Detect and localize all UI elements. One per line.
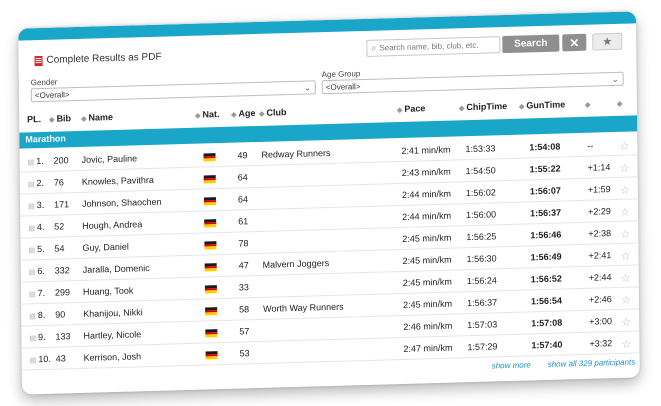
column-header-pl[interactable] <box>27 114 41 128</box>
search-icon: ⌕ <box>371 42 377 53</box>
cell-pace: 2:41 min/km <box>401 144 451 156</box>
cell-pace: 2:44 min/km <box>401 188 451 200</box>
cell-guntime: 1:56:37 <box>530 207 562 219</box>
column-header-fav-sort[interactable] <box>617 98 625 112</box>
place-value: 9. <box>38 331 46 343</box>
results-panel <box>18 11 640 394</box>
cell-age: 58 <box>239 304 250 315</box>
cell-pace: 2:45 min/km <box>402 276 452 288</box>
favorite-star-icon[interactable]: ☆ <box>619 162 630 175</box>
cell-name: Johnson, Shaochen <box>81 196 162 209</box>
cell-place <box>28 244 44 254</box>
pdf-download-link[interactable] <box>34 52 161 67</box>
favorite-star-icon[interactable]: ☆ <box>619 184 630 197</box>
cell-pace: 2:45 min/km <box>402 232 452 244</box>
cell-chiptime: 1:57:29 <box>467 341 498 353</box>
column-header-diff-sort[interactable] <box>585 99 593 113</box>
column-header-name[interactable] <box>81 112 113 127</box>
cell-pace: 2:45 min/km <box>402 254 452 266</box>
cell-guntime: 1:56:54 <box>530 295 563 307</box>
cell-name: Huang, Took <box>82 285 134 297</box>
cell-club: Worth Way Runners <box>263 301 344 314</box>
cell-pace: 2:45 min/km <box>403 298 453 310</box>
cell-time-behind: +1:14 <box>587 162 611 173</box>
column-header-guntime[interactable] <box>519 99 565 114</box>
column-header-pl-label: PL. <box>27 114 42 125</box>
sort-icon: ◆ <box>259 110 265 118</box>
clear-search-button[interactable]: ✕ <box>562 34 586 52</box>
favorite-star-icon[interactable]: ☆ <box>620 206 631 219</box>
cell-chiptime: 1:56:00 <box>466 209 497 221</box>
cell-bib: 43 <box>55 353 66 364</box>
cell-age: 47 <box>238 260 249 271</box>
germany-flag-icon <box>204 219 216 227</box>
cell-place <box>29 310 45 320</box>
details-icon: ▤ <box>29 357 37 365</box>
column-header-pace[interactable] <box>397 103 426 118</box>
cell-time-behind: +2:44 <box>588 272 612 283</box>
cell-bib: 54 <box>54 243 65 254</box>
cell-place <box>28 156 44 166</box>
column-header-age[interactable] <box>231 108 256 123</box>
search-button[interactable]: Search <box>502 35 559 54</box>
cell-name: Jaralla, Domenic <box>82 263 150 275</box>
sort-icon: ◆ <box>49 116 55 124</box>
cell-time-behind: -- <box>587 140 594 151</box>
cell-place <box>29 288 45 298</box>
place-value: 10. <box>38 353 51 365</box>
cell-guntime: 1:54:08 <box>529 141 561 153</box>
favorite-star-icon[interactable]: ☆ <box>620 250 631 263</box>
cell-chiptime: 1:56:24 <box>466 275 497 287</box>
cell-bib: 90 <box>55 309 66 320</box>
cell-name: Jovic, Pauline <box>81 153 138 165</box>
cell-bib: 52 <box>54 221 65 232</box>
cell-name: Guy, Daniel <box>82 241 129 253</box>
column-header-guntime-label: GunTime <box>526 99 566 111</box>
place-value: 2. <box>36 177 45 189</box>
cell-name: Hough, Andrea <box>82 219 143 231</box>
favorite-star-icon[interactable]: ☆ <box>619 140 630 153</box>
sort-icon: ◆ <box>231 111 237 119</box>
sort-icon: ◆ <box>195 112 201 120</box>
cell-time-behind: +3:00 <box>589 316 613 327</box>
cell-time-behind: +1:59 <box>587 184 611 195</box>
details-icon: ▤ <box>29 313 36 321</box>
pdf-icon <box>34 55 42 65</box>
favorite-star-icon[interactable]: ☆ <box>620 294 631 307</box>
favorite-star-icon[interactable]: ☆ <box>620 272 631 285</box>
cell-name: Knowles, Pavithra <box>81 174 154 187</box>
age-group-select[interactable] <box>322 72 624 94</box>
cell-age: 57 <box>239 326 250 337</box>
cell-chiptime: 1:54:50 <box>465 165 496 177</box>
cell-age: 61 <box>238 216 249 227</box>
cell-age: 49 <box>237 150 248 161</box>
chevron-down-icon: ⌄ <box>304 83 311 93</box>
section-title: Marathon <box>25 133 66 145</box>
cell-time-behind: +2:46 <box>588 294 612 305</box>
place-value: 8. <box>37 309 46 321</box>
sort-icon: ◆ <box>518 103 525 111</box>
place-value: 4. <box>36 221 45 233</box>
cell-place <box>29 266 45 276</box>
cell-time-behind: +3:32 <box>589 338 613 349</box>
search-placeholder: Search name, bib, club, etc. <box>379 40 479 53</box>
cell-guntime: 1:55:22 <box>529 163 561 175</box>
column-header-chiptime[interactable] <box>459 101 507 116</box>
cell-club: Malvern Joggers <box>262 258 330 270</box>
cell-bib: 299 <box>54 287 71 298</box>
place-value: 6. <box>37 265 45 277</box>
cell-place <box>28 222 44 232</box>
place-value: 7. <box>37 287 46 299</box>
place-value: 3. <box>36 199 45 211</box>
column-header-chiptime-label: ChipTime <box>466 100 508 113</box>
cell-chiptime: 1:56:37 <box>466 297 498 309</box>
cell-club: Redway Runners <box>261 147 331 160</box>
germany-flag-icon <box>204 197 216 205</box>
cell-guntime: 1:56:52 <box>530 273 562 285</box>
details-icon: ▤ <box>27 159 35 167</box>
place-value: 1. <box>36 155 44 167</box>
germany-flag-icon <box>203 153 215 161</box>
search-input[interactable] <box>366 36 500 57</box>
details-icon: ▤ <box>29 335 37 343</box>
favorite-star-icon[interactable]: ☆ <box>621 338 632 351</box>
germany-flag-icon <box>205 329 217 337</box>
show-all-participants-link[interactable]: show all 329 participants <box>547 357 636 369</box>
sort-icon: ◆ <box>616 100 623 108</box>
cell-bib: 200 <box>53 155 69 166</box>
column-header-name-label: Name <box>88 111 114 123</box>
place-value: 5. <box>37 243 45 255</box>
cell-pace: 2:47 min/km <box>403 342 453 354</box>
details-icon: ▤ <box>28 203 35 211</box>
cell-guntime: 1:56:46 <box>530 229 562 241</box>
favorite-star-button[interactable]: ★ <box>592 33 622 51</box>
gender-label: Gender <box>30 77 58 88</box>
cell-bib: 76 <box>53 177 64 188</box>
gender-select[interactable] <box>30 77 316 102</box>
cell-guntime: 1:57:40 <box>531 339 563 351</box>
sort-icon: ◆ <box>584 101 591 109</box>
pdf-link-label: Complete Results as PDF <box>46 51 162 66</box>
cell-place <box>29 332 45 342</box>
favorite-star-icon[interactable]: ☆ <box>620 228 631 241</box>
details-icon: ▤ <box>28 269 36 277</box>
column-header-pace-label: Pace <box>404 103 426 114</box>
column-header-age-label: Age <box>238 108 256 119</box>
cell-bib: 133 <box>55 331 71 342</box>
cell-age: 64 <box>237 172 248 183</box>
chevron-down-icon: ⌄ <box>611 74 619 85</box>
cell-time-behind: +2:41 <box>588 250 612 261</box>
cell-place <box>28 178 44 188</box>
cell-name: Khanijou, Nikki <box>83 307 143 319</box>
cell-chiptime: 1:56:02 <box>465 187 496 199</box>
column-header-bib[interactable] <box>49 113 71 128</box>
details-icon: ▤ <box>28 291 36 299</box>
cell-age: 78 <box>238 238 249 249</box>
cell-chiptime: 1:56:25 <box>466 231 497 243</box>
age-group-label: Age Group <box>321 69 361 80</box>
details-icon: ▤ <box>28 247 36 255</box>
age-group-select-value: <Overall> <box>325 81 361 92</box>
cell-time-behind: +2:29 <box>588 206 611 217</box>
sort-icon: ◆ <box>396 106 403 115</box>
cell-guntime: 1:56:49 <box>530 251 562 263</box>
column-header-club-label: Club <box>266 107 287 118</box>
sort-icon: ◆ <box>458 105 465 113</box>
cell-pace: 2:43 min/km <box>401 166 451 178</box>
cell-age: 64 <box>237 194 249 205</box>
cell-name: Hartley, Nicole <box>83 329 142 341</box>
germany-flag-icon <box>205 263 217 271</box>
cell-guntime: 1:56:07 <box>529 185 561 197</box>
favorite-star-icon[interactable]: ☆ <box>621 316 632 329</box>
gender-select-value: <Overall> <box>34 89 70 100</box>
germany-flag-icon <box>204 241 216 249</box>
cell-place <box>28 200 44 210</box>
column-header-club[interactable] <box>259 107 287 122</box>
cell-age: 53 <box>239 348 250 359</box>
cell-chiptime: 1:53:33 <box>465 143 496 155</box>
germany-flag-icon <box>204 175 216 183</box>
cell-bib: 171 <box>53 199 70 210</box>
cell-bib: 332 <box>54 265 70 276</box>
cell-time-behind: +2:38 <box>588 228 612 239</box>
cell-place <box>30 354 51 365</box>
cell-chiptime: 1:56:30 <box>466 253 497 265</box>
show-more-link[interactable]: show more <box>491 360 531 371</box>
cell-name: Kerrison, Josh <box>83 351 142 363</box>
germany-flag-icon <box>205 285 217 293</box>
cell-chiptime: 1:57:03 <box>467 319 498 331</box>
sort-icon: ◆ <box>81 115 87 123</box>
cell-guntime: 1:57:08 <box>531 317 563 329</box>
column-header-bib-label: Bib <box>56 113 72 124</box>
cell-pace: 2:46 min/km <box>403 320 453 332</box>
details-icon: ▤ <box>27 181 35 189</box>
germany-flag-icon <box>206 351 218 359</box>
germany-flag-icon <box>205 307 217 315</box>
column-header-nat[interactable] <box>195 109 220 124</box>
cell-age: 33 <box>238 282 249 293</box>
column-header-nat-label: Nat. <box>202 109 220 120</box>
details-icon: ▤ <box>28 225 35 233</box>
cell-pace: 2:44 min/km <box>402 210 452 222</box>
